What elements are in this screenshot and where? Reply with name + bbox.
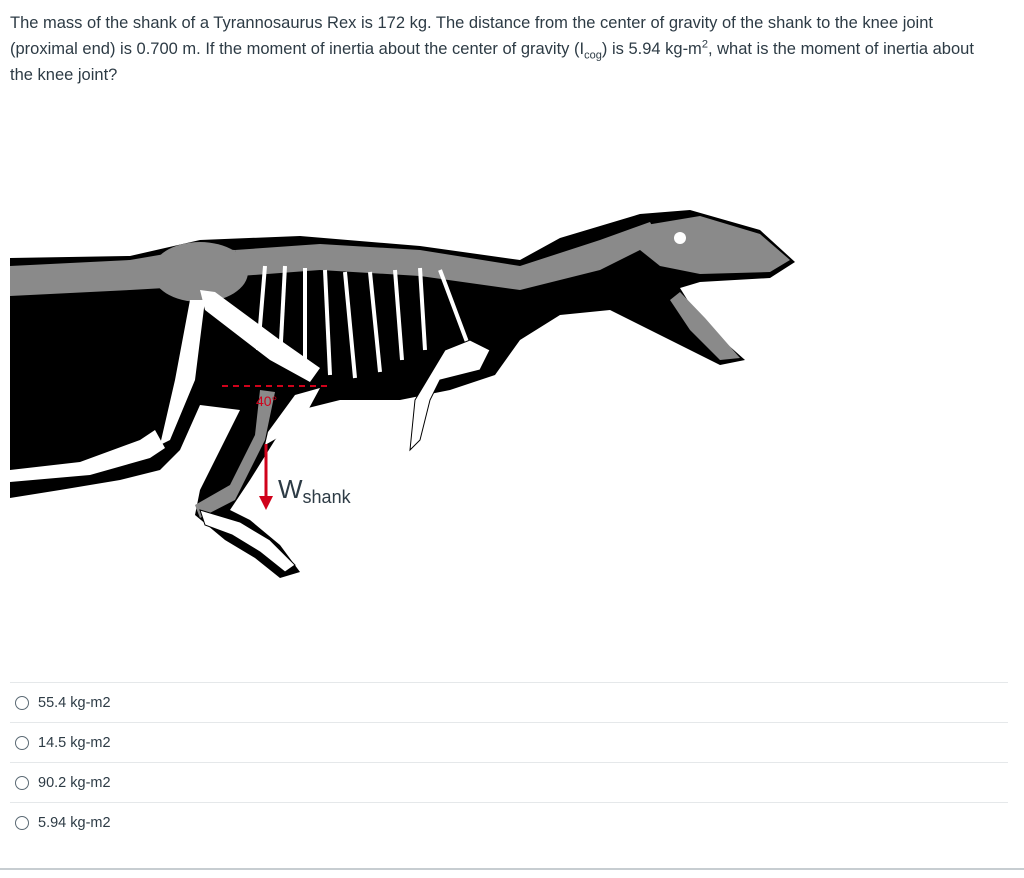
question-superscript: 2 bbox=[701, 38, 708, 51]
hip-bone bbox=[152, 242, 248, 302]
answer-option-2[interactable] bbox=[10, 722, 1008, 762]
question-part-1: The mass of the shank of a Tyrannosaurus Rex is 172 kg. The distance from the center of gravity of the shank to the knee joint (proximal end) is 0.700 m. If the moment of inertia about the center of gravity (I bbox=[10, 14, 933, 58]
question-part-3: , what is the moment of inertia about the knee joint? bbox=[10, 40, 974, 84]
answer-option-3[interactable] bbox=[10, 762, 1008, 802]
answer-label: 5.94 kg-m2 bbox=[38, 814, 111, 831]
question-subscript: cog bbox=[584, 49, 602, 62]
question-part-2: ) is 5.94 kg-m bbox=[601, 40, 702, 58]
answer-label: 90.2 kg-m2 bbox=[38, 774, 111, 791]
answer-option-1[interactable] bbox=[10, 682, 1008, 722]
weight-arrow-head bbox=[259, 496, 273, 510]
angle-label: 40° bbox=[256, 393, 278, 409]
radio-button[interactable] bbox=[15, 776, 29, 790]
question-text bbox=[10, 10, 1000, 88]
weight-subscript: shank bbox=[302, 487, 351, 507]
radio-button[interactable] bbox=[15, 696, 29, 710]
answer-label: 55.4 kg-m2 bbox=[38, 694, 111, 711]
answer-list bbox=[10, 682, 1008, 842]
answer-label: 14.5 kg-m2 bbox=[38, 734, 111, 751]
weight-label bbox=[278, 474, 352, 507]
trex-skeleton-figure bbox=[0, 200, 820, 600]
answer-option-4[interactable] bbox=[10, 802, 1008, 842]
weight-symbol: W bbox=[278, 474, 303, 504]
skull bbox=[640, 216, 790, 274]
eye-socket bbox=[674, 232, 686, 244]
bottom-divider bbox=[0, 868, 1024, 870]
radio-button[interactable] bbox=[15, 736, 29, 750]
radio-button[interactable] bbox=[15, 816, 29, 830]
